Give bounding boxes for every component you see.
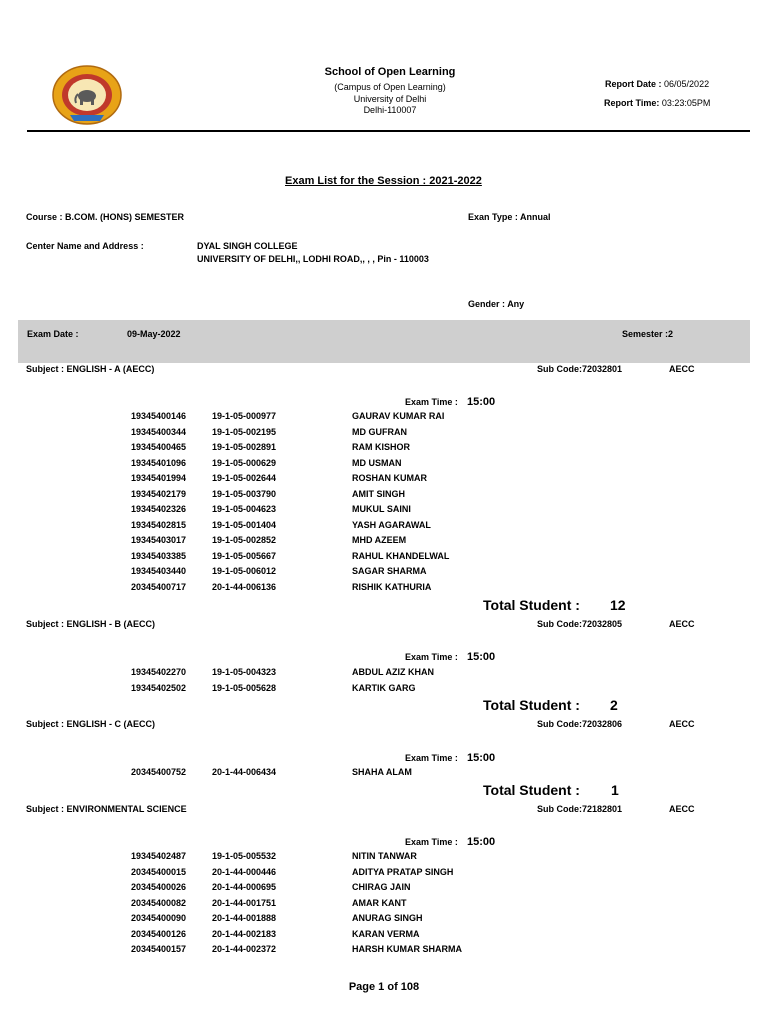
gender-value: Any bbox=[507, 299, 525, 309]
student-enrolment-no: 19-1-05-003790 bbox=[212, 488, 277, 499]
student-name: RAHUL KHANDELWAL bbox=[352, 550, 450, 561]
student-roll-no: 20345400026 bbox=[131, 882, 187, 892]
student-name: AMAR KANT bbox=[352, 897, 407, 908]
student-enrolment-no: 19-1-05-000629 bbox=[212, 457, 277, 468]
student-roll-no: 19345400146 bbox=[131, 411, 187, 421]
exam-type-label: Exan Type : bbox=[468, 212, 518, 222]
student-roll-no: 19345401096 bbox=[131, 457, 187, 468]
report-date bbox=[605, 79, 709, 89]
student-name: GAURAV KUMAR RAI bbox=[352, 411, 445, 421]
student-enrolment-no: 19-1-05-001404 bbox=[212, 519, 277, 530]
exam-type-line bbox=[468, 212, 551, 222]
exam-time-label: Exam Time : bbox=[405, 837, 458, 847]
student-enrolment-no: 19-1-05-002195 bbox=[212, 426, 277, 437]
exam-time-label: Exam Time : bbox=[405, 753, 458, 763]
exam-time-label: Exam Time : bbox=[405, 652, 458, 662]
student-name: ABDUL AZIZ KHAN bbox=[352, 667, 434, 677]
student-roll-no: 20345400090 bbox=[131, 913, 187, 923]
subject-code: Sub Code:72182801 bbox=[537, 804, 623, 814]
student-enrolment-no: 19-1-05-000977 bbox=[212, 411, 277, 421]
student-enrolment-no: 20-1-44-001888 bbox=[212, 913, 277, 923]
student-name: SHAHA ALAM bbox=[352, 767, 412, 777]
exam-date-band bbox=[18, 320, 750, 363]
student-name: CHIRAG JAIN bbox=[352, 882, 411, 892]
student-enrolment-no: 20-1-44-006434 bbox=[212, 767, 277, 777]
student-enrolment-no: 19-1-05-004323 bbox=[212, 667, 277, 677]
student-name: KARAN VERMA bbox=[352, 928, 420, 939]
student-roll-no: 19345402815 bbox=[131, 519, 187, 530]
institution-subtitle: (Campus of Open Learning) bbox=[334, 82, 446, 92]
student-enrolment-no: 20-1-44-000695 bbox=[212, 882, 277, 892]
subject-title: Subject : ENGLISH - B (AECC) bbox=[26, 619, 156, 629]
report-time bbox=[604, 98, 710, 108]
student-name: SAGAR SHARMA bbox=[352, 566, 427, 576]
center-address: UNIVERSITY OF DELHI,, LODHI ROAD,, , , Pin - 110003 bbox=[197, 254, 429, 264]
institution-university: University of Delhi bbox=[353, 94, 427, 104]
student-enrolment-no: 19-1-05-002891 bbox=[212, 442, 277, 452]
student-roll-no: 19345403385 bbox=[131, 550, 187, 561]
student-roll-no: 19345402487 bbox=[131, 851, 187, 861]
student-roll-no: 19345400465 bbox=[131, 442, 187, 452]
report-date-label: Report Date : bbox=[605, 79, 662, 89]
course-line bbox=[26, 212, 184, 222]
report-time-value: 03:23:05PM bbox=[661, 98, 711, 108]
session-title: Exam List for the Session : 2021-2022 bbox=[285, 175, 482, 187]
student-name: YASH AGARAWAL bbox=[352, 519, 431, 530]
student-roll-no: 20345400015 bbox=[131, 866, 187, 877]
student-enrolment-no: 20-1-44-001751 bbox=[212, 897, 277, 908]
student-roll-no: 19345402179 bbox=[131, 488, 187, 499]
total-student-value: 1 bbox=[611, 782, 619, 798]
student-name: RISHIK KATHURIA bbox=[352, 581, 432, 592]
report-date-value: 06/05/2022 bbox=[664, 79, 710, 89]
subject-type: AECC bbox=[669, 364, 695, 374]
semester bbox=[622, 329, 673, 339]
student-roll-no: 19345400344 bbox=[131, 426, 187, 437]
student-roll-no: 20345400717 bbox=[131, 581, 187, 592]
institution-name: School of Open Learning bbox=[324, 66, 456, 78]
student-roll-no: 19345402502 bbox=[131, 682, 187, 693]
gender-label: Gender : bbox=[468, 299, 506, 309]
exam-time-label: Exam Time : bbox=[405, 397, 458, 407]
institution-city: Delhi-110007 bbox=[363, 105, 417, 115]
page-number: Page 1 of 108 bbox=[348, 981, 420, 993]
exam-date-label: Exam Date : bbox=[27, 329, 79, 339]
student-name: ADITYA PRATAP SINGH bbox=[352, 866, 454, 877]
student-enrolment-no: 19-1-05-005667 bbox=[212, 550, 277, 561]
student-roll-no: 20345400082 bbox=[131, 897, 187, 908]
student-enrolment-no: 19-1-05-004623 bbox=[212, 504, 277, 514]
student-roll-no: 19345401994 bbox=[131, 473, 187, 483]
student-name: MD GUFRAN bbox=[352, 426, 407, 437]
student-name: RAM KISHOR bbox=[352, 442, 410, 452]
exam-time-value: 15:00 bbox=[467, 396, 496, 408]
semester-value: 2 bbox=[668, 329, 674, 339]
student-enrolment-no: 19-1-05-005628 bbox=[212, 682, 277, 693]
report-time-label: Report Time: bbox=[604, 98, 660, 108]
student-roll-no: 19345403440 bbox=[131, 566, 187, 576]
student-enrolment-no: 20-1-44-006136 bbox=[212, 581, 277, 592]
center-name: DYAL SINGH COLLEGE bbox=[197, 241, 298, 251]
header-divider bbox=[27, 130, 750, 132]
total-student-label: Total Student : bbox=[483, 597, 580, 613]
semester-label: Semester : bbox=[622, 329, 669, 339]
student-enrolment-no: 19-1-05-005532 bbox=[212, 851, 277, 861]
total-student-value: 2 bbox=[610, 697, 618, 713]
student-name: ANURAG SINGH bbox=[352, 913, 423, 923]
student-roll-no: 20345400752 bbox=[131, 767, 187, 777]
student-roll-no: 19345403017 bbox=[131, 535, 187, 545]
total-student-value: 12 bbox=[610, 597, 626, 613]
student-enrolment-no: 19-1-05-002852 bbox=[212, 535, 277, 545]
exam-time-value: 15:00 bbox=[467, 752, 496, 764]
student-enrolment-no: 20-1-44-002183 bbox=[212, 928, 277, 939]
subject-type: AECC bbox=[669, 619, 695, 629]
subject-code: Sub Code:72032801 bbox=[537, 364, 623, 374]
student-enrolment-no: 20-1-44-000446 bbox=[212, 866, 277, 877]
subject-type: AECC bbox=[669, 804, 695, 814]
subject-title: Subject : ENGLISH - A (AECC) bbox=[26, 364, 155, 374]
course-value: B.COM. (HONS) SEMESTER bbox=[65, 212, 185, 222]
student-name: HARSH KUMAR SHARMA bbox=[352, 944, 462, 954]
course-label: Course : bbox=[26, 212, 63, 222]
subject-code: Sub Code:72032805 bbox=[537, 619, 623, 629]
student-name: KARTIK GARG bbox=[352, 682, 416, 693]
total-student-label: Total Student : bbox=[483, 697, 580, 713]
student-enrolment-no: 19-1-05-002644 bbox=[212, 473, 277, 483]
student-name: MUKUL SAINI bbox=[352, 504, 411, 514]
subject-title: Subject : ENGLISH - C (AECC) bbox=[26, 719, 156, 729]
subject-code: Sub Code:72032806 bbox=[537, 719, 623, 729]
student-name: MHD AZEEM bbox=[352, 535, 407, 545]
university-seal-logo bbox=[50, 65, 124, 125]
student-name: NITIN TANWAR bbox=[352, 851, 417, 861]
student-roll-no: 20345400126 bbox=[131, 928, 187, 939]
student-enrolment-no: 20-1-44-002372 bbox=[212, 944, 277, 954]
student-enrolment-no: 19-1-05-006012 bbox=[212, 566, 277, 576]
exam-time-value: 15:00 bbox=[467, 836, 496, 848]
student-roll-no: 19345402326 bbox=[131, 504, 187, 514]
center-label: Center Name and Address : bbox=[26, 241, 144, 251]
gender-line bbox=[468, 299, 524, 309]
exam-date-value: 09-May-2022 bbox=[127, 329, 181, 339]
exam-type-value: Annual bbox=[520, 212, 551, 222]
total-student-label: Total Student : bbox=[483, 782, 580, 798]
student-name: AMIT SINGH bbox=[352, 488, 405, 499]
student-roll-no: 19345402270 bbox=[131, 667, 187, 677]
student-name: MD USMAN bbox=[352, 457, 402, 468]
student-roll-no: 20345400157 bbox=[131, 944, 187, 954]
subject-title: Subject : ENVIRONMENTAL SCIENCE bbox=[26, 804, 187, 814]
student-name: ROSHAN KUMAR bbox=[352, 473, 427, 483]
exam-time-value: 15:00 bbox=[467, 651, 496, 663]
subject-type: AECC bbox=[669, 719, 695, 729]
